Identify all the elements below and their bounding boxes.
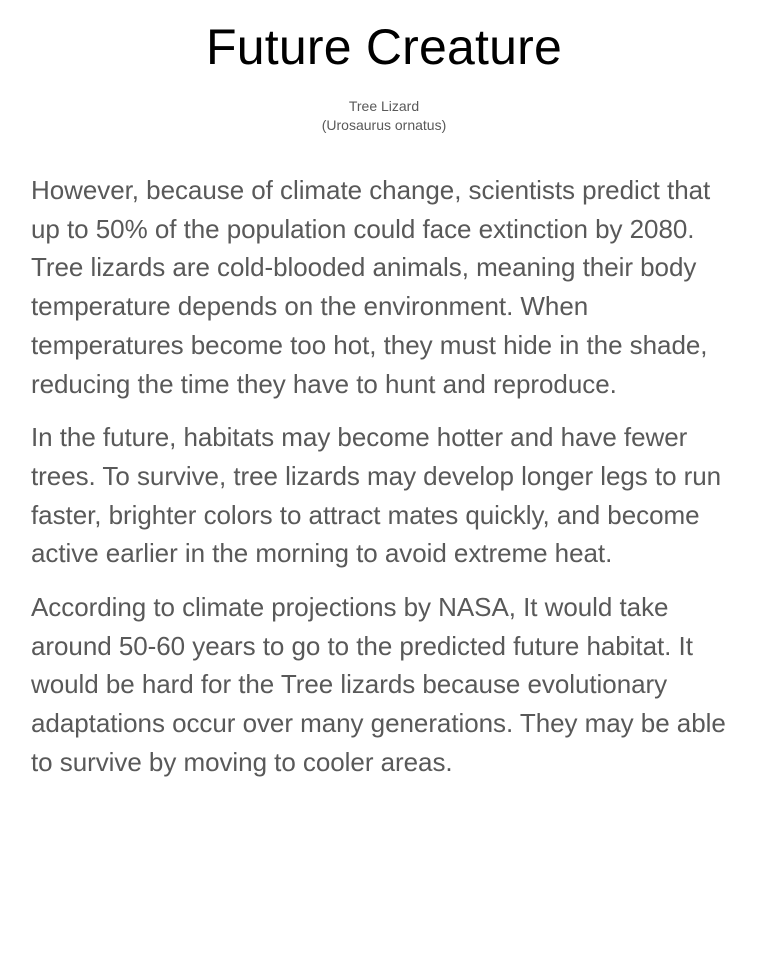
paragraph-nasa-projections: According to climate projections by NASA, It would take around 50-60 years to go to the predicted future habitat. It would be hard for the Tree lizards because evolutionary adaptations occur over many generations. They may be able to survive by moving to cooler areas. [31, 592, 726, 777]
species-scientific-name: (Urosaurus ornatus) [321, 117, 447, 133]
body-text [31, 171, 737, 782]
page-title: Future Creature [206, 19, 562, 75]
species-common-name: Tree Lizard [348, 98, 420, 114]
paragraph-climate-change: However, because of climate change, scientists predict that up to 50% of the population could face extinction by 2080. Tree lizards are cold-blooded animals, meaning their body temperature depends on the environment. When temperatures become too hot, they must hide in the shade, reducing the time they have to hunt and reproduce. [31, 175, 711, 399]
paragraph-future-adaptations: In the future, habitats may become hotter and have fewer trees. To survive, tree lizards may develop longer legs to run faster, brighter colors to attract mates quickly, and become active earlier in the morning to avoid extreme heat. [31, 422, 722, 569]
species-caption [31, 97, 737, 135]
